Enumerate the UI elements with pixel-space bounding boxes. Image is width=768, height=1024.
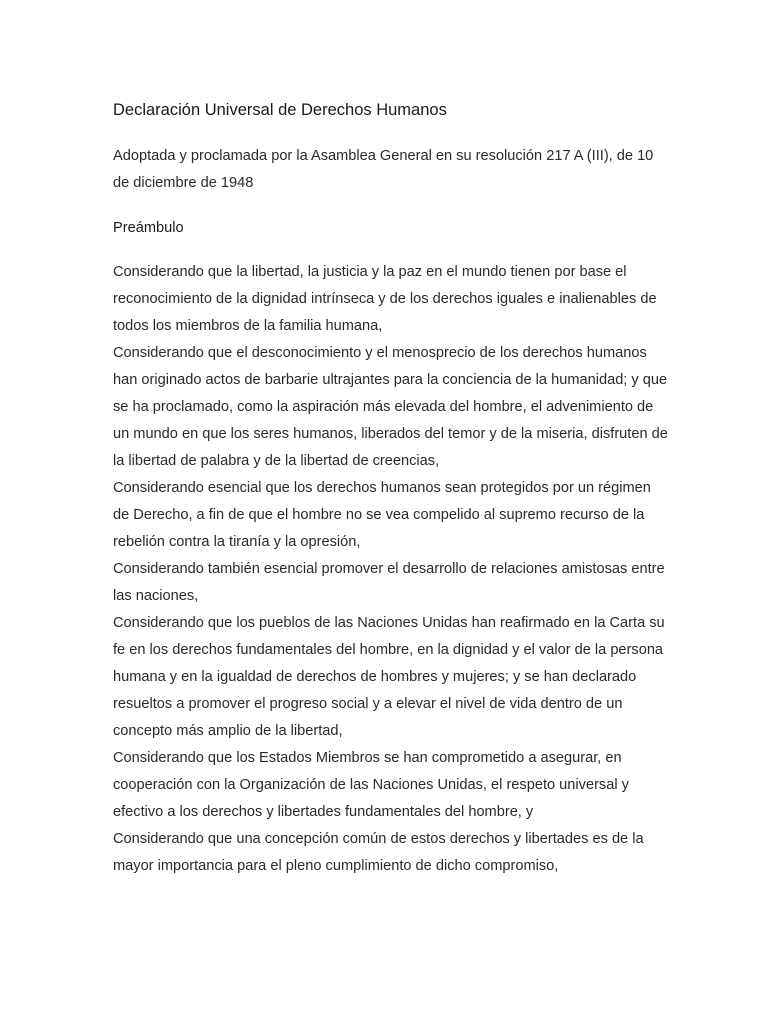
section-heading-preamble: Preámbulo (113, 220, 184, 236)
document-subtitle: Adoptada y proclamada por la Asamblea General en su resolución 217 A (III), de 10 de diciembre de 1948 (113, 148, 654, 191)
preamble-paragraph: Considerando que los pueblos de las Naciones Unidas han reafirmado en la Carta su fe en los derechos fundamentales del hombre, en la dignidad y el valor de la persona humana y en la igualdad de derechos de hombres y mujeres; y se han declarado resueltos a promover el progreso social y a elevar el nivel de vida dentro de un concepto más amplio de la libertad, (113, 615, 665, 739)
document-title: Declaración Universal de Derechos Humanos (113, 101, 447, 119)
preamble-paragraph: Considerando que la libertad, la justicia y la paz en el mundo tienen por base el reconocimiento de la dignidad intrínseca y de los derechos iguales e inalienables de todos los miembros de la familia humana, (113, 264, 657, 334)
preamble-paragraph: Considerando que los Estados Miembros se han comprometido a asegurar, en cooperación con la Organización de las Naciones Unidas, el respeto universal y efectivo a los derechos y libertades fundamentales del hombre, y (113, 750, 629, 820)
preamble-paragraph: Considerando que el desconocimiento y el menosprecio de los derechos humanos han originado actos de barbarie ultrajantes para la conciencia de la humanidad; y que se ha proclamado, como la aspiración más elevada del hombre, el advenimiento de un mundo en que los seres humanos, liberados del temor y de la miseria, disfruten de la libertad de palabra y de la libertad de creencias, (113, 345, 668, 469)
preamble-paragraph: Considerando también esencial promover el desarrollo de relaciones amistosas entre las naciones, (113, 561, 665, 604)
preamble-body (113, 259, 668, 880)
preamble-paragraph: Considerando que una concepción común de estos derechos y libertades es de la mayor importancia para el pleno cumplimiento de dicho compromiso, (113, 831, 644, 874)
preamble-paragraph: Considerando esencial que los derechos humanos sean protegidos por un régimen de Derecho, a fin de que el hombre no se vea compelido al supremo recurso de la rebelión contra la tiranía y la opresión, (113, 480, 651, 550)
